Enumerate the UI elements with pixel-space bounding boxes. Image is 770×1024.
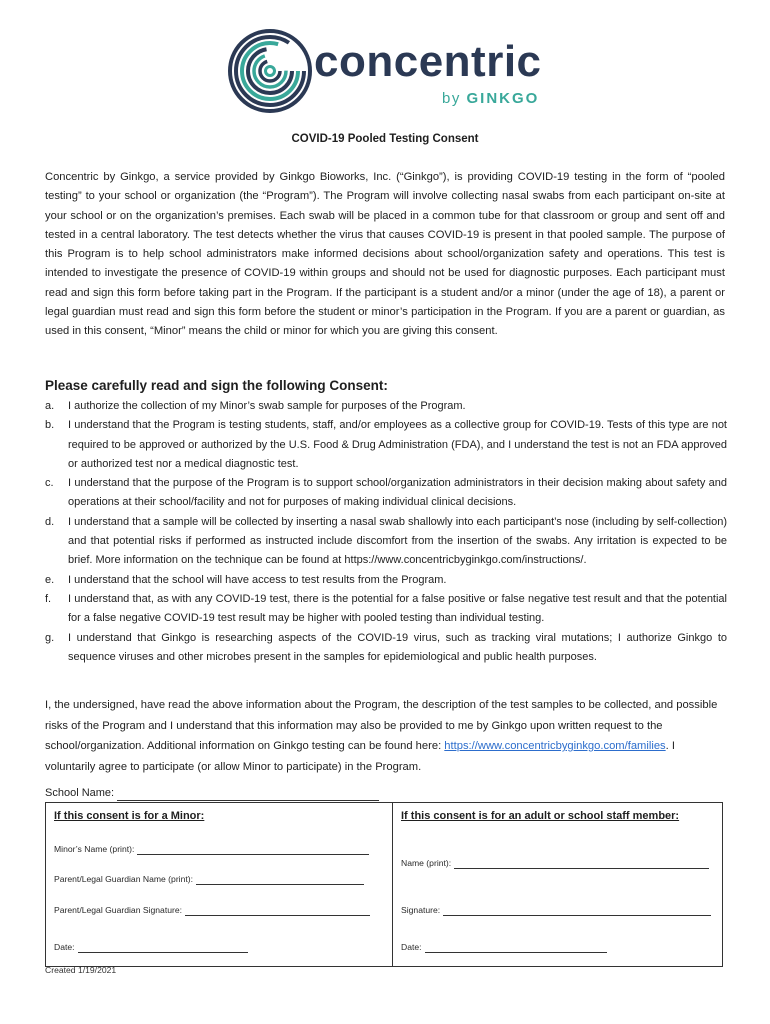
guardian-signature-row	[54, 904, 370, 916]
brand-wordmark: concentric	[314, 37, 542, 86]
consent-item-e	[45, 571, 727, 590]
list-marker: f.	[45, 592, 52, 605]
consent-heading: Please carefully read and sign the following Consent:	[45, 378, 388, 393]
list-marker: d.	[45, 515, 55, 528]
consent-item-text: I understand that the school will have access to test results from the Program.	[68, 573, 447, 586]
minor-section	[46, 803, 393, 966]
adult-name-field[interactable]	[454, 858, 709, 869]
brand-byline	[442, 90, 539, 108]
consent-item-g	[45, 629, 727, 668]
adult-name-label: Name (print):	[401, 858, 452, 868]
school-name-label: School Name:	[45, 787, 115, 799]
adult-signature-label: Signature:	[401, 905, 441, 915]
attestation-paragraph	[45, 695, 727, 777]
created-date: Created 1/19/2021	[45, 965, 117, 975]
consent-item-a	[45, 397, 727, 416]
concentric-logo	[226, 27, 556, 115]
consent-item-c	[45, 474, 727, 513]
consent-item-text: I understand that, as with any COVID-19 test, there is the potential for a false positive or false negative test result and that the potential for a false negative COVID-19 test result may be higher with pooled testing than individual testing.	[68, 592, 727, 625]
guardian-signature-field[interactable]	[185, 905, 370, 916]
minor-section-heading: If this consent is for a Minor:	[54, 810, 205, 822]
adult-signature-row	[401, 904, 711, 916]
signature-table	[45, 802, 723, 967]
list-marker: e.	[45, 573, 55, 586]
school-name-field[interactable]	[117, 788, 379, 801]
minor-name-label: Minor’s Name (print):	[54, 844, 135, 854]
concentric-rings-icon	[226, 27, 314, 115]
attestation-after-link: . I voluntarily agree to participate (or allow Minor to participate) in the Program.	[45, 740, 675, 773]
attestation-text: I, the undersigned, have read the above information about the Program, the description of the test samples to be collected, and possible risks of the Program and I understand that this information may also be provided to me by Ginkgo upon written request to the school/organization. Additional information on Ginkgo testing can be found here:	[45, 699, 718, 752]
guardian-name-field[interactable]	[196, 874, 364, 885]
consent-item-b	[45, 416, 727, 474]
minor-date-label: Date:	[54, 942, 75, 952]
consent-item-text: I authorize the collection of my Minor’s swab sample for purposes of the Program.	[68, 400, 466, 412]
consent-list	[45, 397, 727, 667]
list-marker: a.	[45, 400, 55, 412]
guardian-name-row	[54, 873, 364, 885]
guardian-name-label: Parent/Legal Guardian Name (print):	[54, 874, 194, 884]
list-marker: c.	[45, 477, 54, 490]
consent-item-f	[45, 590, 727, 629]
adult-date-row	[401, 941, 607, 953]
consent-item-text: I understand that the Program is testing students, staff, and/or employees as a collective group for COVID-19. Tests of this type are not required to be approved or authorized by the U.S. Food & Drug Administration (FDA), and I understand the test is not an FDA approved or authorized test nor a medical diagnostic test.	[68, 419, 727, 470]
minor-name-field[interactable]	[137, 844, 369, 855]
minor-name-row	[54, 843, 369, 855]
adult-date-field[interactable]	[425, 942, 607, 953]
adult-name-row	[401, 857, 709, 869]
consent-item-text: I understand that a sample will be collected by inserting a nasal swab shallowly into each participant’s nose (including by self-collection) and that potential risks if performed as instructed include discomfort from the insertion of the swabs. Any irritation is expected to be brief. More information on the technique can be found at https://www.concentricbyginkgo.com/instructions/.	[68, 515, 727, 567]
school-name-row	[45, 785, 379, 801]
list-marker: g.	[45, 631, 55, 644]
adult-section	[393, 803, 723, 966]
minor-date-row	[54, 941, 248, 953]
guardian-signature-label: Parent/Legal Guardian Signature:	[54, 905, 183, 915]
adult-signature-field[interactable]	[443, 905, 711, 916]
list-marker: b.	[45, 419, 55, 432]
byline-company: GINKGO	[466, 90, 540, 107]
adult-date-label: Date:	[401, 942, 422, 952]
families-link[interactable]: https://www.concentricbyginkgo.com/families	[444, 740, 666, 752]
consent-item-text: I understand that the purpose of the Program is to support school/organization administrators in their decision making about safety and operations at their school/facility and not for purposes of making individual clinical decisions.	[68, 477, 727, 509]
consent-item-d	[45, 513, 727, 571]
byline-by: by	[442, 90, 461, 107]
consent-item-text: I understand that Ginkgo is researching aspects of the COVID-19 virus, such as tracking viral mutations; I authorize Ginkgo to sequence viruses and other microbes present in the samples for epidemiological and public health purposes.	[68, 631, 727, 663]
document-title: COVID-19 Pooled Testing Consent	[291, 133, 479, 145]
minor-date-field[interactable]	[78, 942, 248, 953]
adult-section-heading: If this consent is for an adult or school staff member:	[401, 810, 680, 822]
intro-paragraph: Concentric by Ginkgo, a service provided by Ginkgo Bioworks, Inc. (“Ginkgo”), is providing COVID-19 testing in the form of “pooled testing” to your school or organization (the “Program”). The Program will involve collecting nasal swabs from each participant on-site at your school or on the organization’s premises. Each swab will be placed in a common tube for that classroom or group and sent off and tested in a central laboratory. The test detects whether the virus that causes COVID-19 is present in that pooled sample. The purpose of this Program is to help school administrators make informed decisions about school/organization safety and operations. This test is intended to investigate the presence of COVID-19 within groups and should not be used for diagnostic purposes. Each participant must read and sign this form before taking part in the Program. If the participant is a student and/or a minor (under the age of 18), a parent or legal guardian must read and sign this form before the student or minor’s participation in the Program. If you are a parent or guardian, as used in this consent, “Minor” means the child or minor for which you are giving this consent.	[45, 171, 725, 338]
